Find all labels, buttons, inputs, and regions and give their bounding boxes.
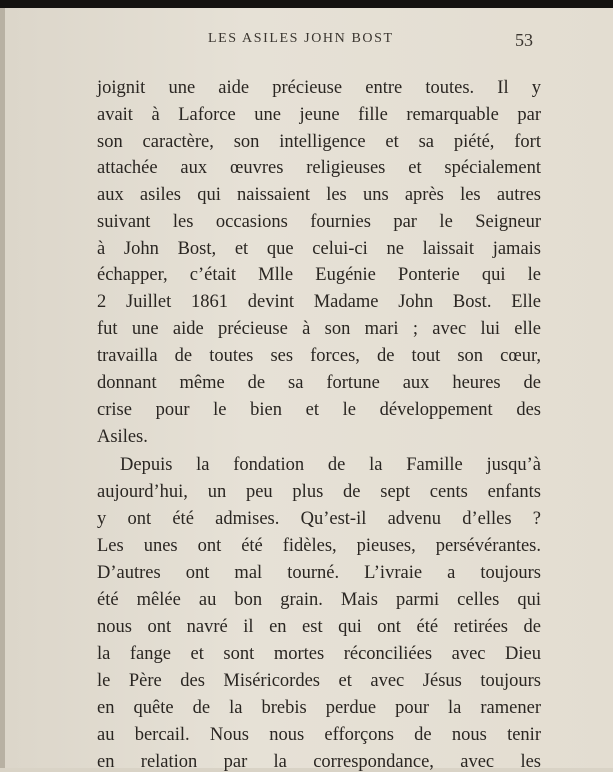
text-line: aujourd’hui, un peu plus de sept cents enfants: [97, 482, 541, 502]
text-line: Asiles.: [97, 427, 148, 447]
text-line: son caractère, son intelligence et sa piété, fort: [97, 132, 541, 152]
text-line: la fange et sont mortes réconciliées avec Dieu: [97, 644, 541, 664]
top-edge: [0, 0, 613, 8]
text-line: suivant les occasions fournies par le Seigneur: [97, 212, 541, 232]
page-number: 53: [515, 30, 533, 50]
text-line: 2 Juillet 1861 devint Madame John Bost. Elle: [97, 292, 541, 312]
text-line: en relation par la correspondance, avec les: [97, 752, 541, 772]
text-line: échapper, c’était Mlle Eugénie Ponterie qui le: [97, 265, 541, 285]
text-line: le Père des Miséricordes et avec Jésus toujours: [97, 671, 541, 691]
page-header: [0, 24, 613, 48]
text-line: nous ont navré il en est qui ont été retirées de: [97, 617, 541, 637]
text-line: y ont été admises. Qu’est-il advenu d’elles ?: [97, 509, 541, 529]
text-line: joignit une aide précieuse entre toutes. Il y: [97, 78, 541, 98]
text-line: avait à Laforce une jeune fille remarquable par: [97, 105, 541, 125]
text-line: à John Bost, et que celui-ci ne laissait jamais: [97, 239, 541, 259]
text-line: en quête de la brebis perdue pour la ramener: [97, 698, 541, 718]
text-line: au bercail. Nous nous efforçons de nous tenir: [97, 725, 541, 745]
running-head: LES ASILES JOHN BOST: [208, 31, 394, 46]
text-line: donnant même de sa fortune aux heures de: [97, 373, 541, 393]
text-line: aux asiles qui naissaient les uns après les autres: [97, 185, 541, 205]
text-line: crise pour le bien et le développement des: [97, 400, 541, 420]
text-line: été mêlée au bon grain. Mais parmi celles qui: [97, 590, 541, 610]
text-line: Les unes ont été fidèles, pieuses, persévérantes.: [97, 536, 541, 556]
text-line: travailla de toutes ses forces, de tout son cœur,: [97, 346, 541, 366]
text-line: attachée aux œuvres religieuses et spécialement: [97, 158, 541, 178]
text-line: Depuis la fondation de la Famille jusqu’à: [120, 455, 541, 475]
text-line: fut une aide précieuse à son mari ; avec lui elle: [97, 319, 541, 339]
text-line: D’autres ont mal tourné. L’ivraie a toujours: [97, 563, 541, 583]
